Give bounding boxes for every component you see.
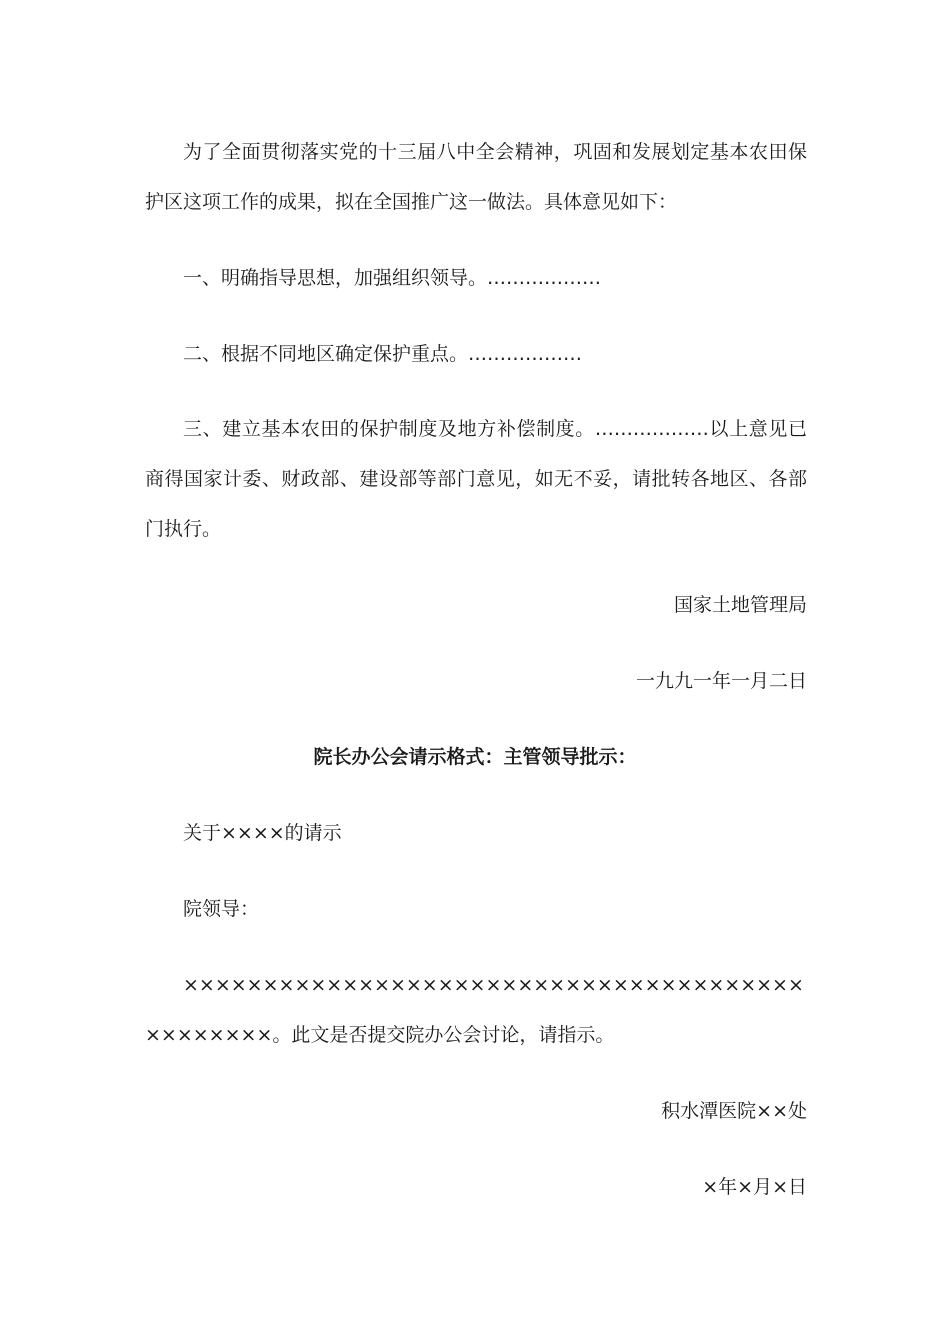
- item-two: 二、根据不同地区确定保护重点。………………: [183, 343, 583, 365]
- request-body: ×××××××××××××××××××××××××××××××××××××××××××××××。此文是否提交院办公会讨论，请指示。: [145, 974, 804, 1046]
- template-heading: 院长办公会请示格式：主管领导批示：: [313, 746, 637, 768]
- intro-paragraph: 为了全面贯彻落实党的十三届八中全会精神，巩固和发展划定基本农田保护区这项工作的成果，拟在全国推广这一做法。具体意见如下：: [145, 141, 807, 213]
- department-signature: 积水潭医院××处: [661, 1100, 807, 1122]
- item-one: 一、明确指导思想，加强组织领导。………………: [183, 267, 602, 289]
- issue-date: 一九九一年一月二日: [635, 670, 807, 692]
- issuer-signature: 国家土地管理局: [673, 594, 807, 616]
- item-three: 三、建立基本农田的保护制度及地方补偿制度。………………以上意见已商得国家计委、财政部、建设部等部门意见，如无不妥，请批转各地区、各部门执行。: [145, 418, 807, 540]
- request-date: ×年×月×日: [702, 1176, 807, 1198]
- salutation: 院领导：: [183, 898, 260, 920]
- request-subject: 关于××××的请示: [183, 822, 342, 844]
